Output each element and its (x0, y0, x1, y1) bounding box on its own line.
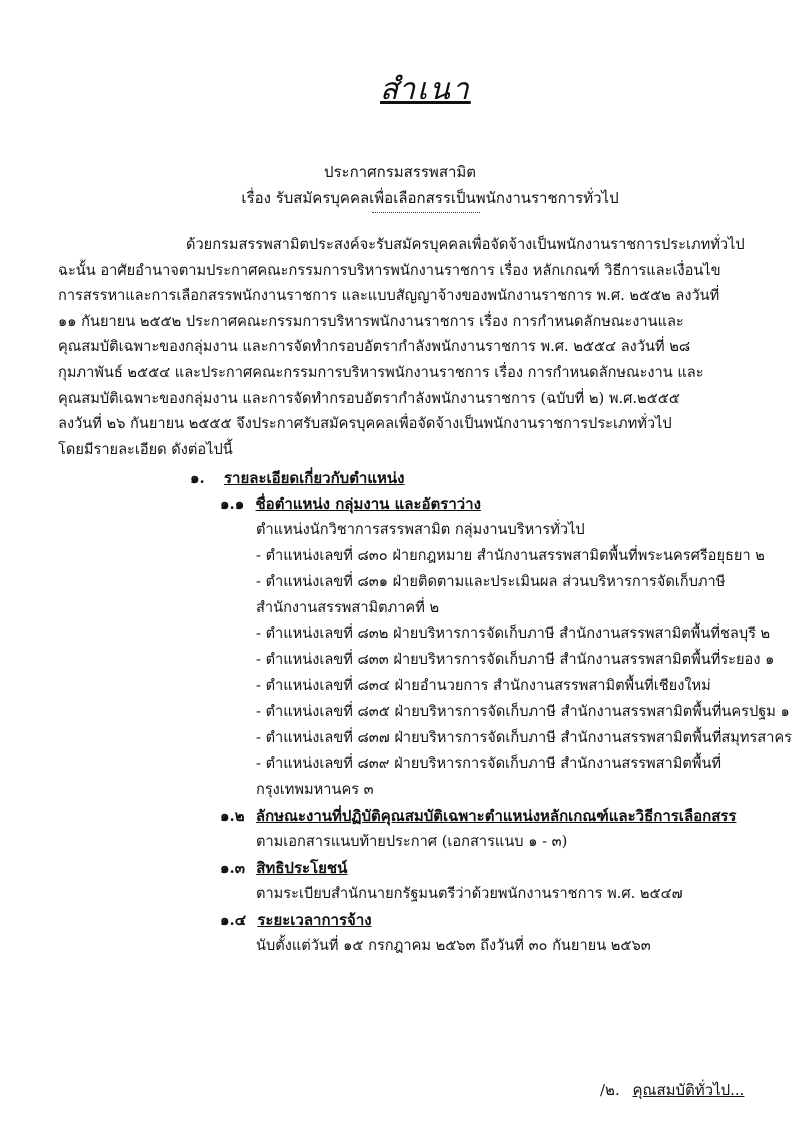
position-item: - ตำแหน่งเลขที่ ๘๓๒ ฝ่ายบริหารการจัดเก็บภาษี สำนักงานสรรพสามิตพื้นที่ชลบุรี ๒ (256, 625, 771, 642)
intro-line: คุณสมบัติเฉพาะของกลุ่มงาน และการจัดทำกรอบอัตรากำลังพนักงานราชการ (ฉบับที่ ๒) พ.ศ.๒๕๕๕ (58, 389, 680, 407)
intro-line: ๑๑ กันยายน ๒๕๕๒ ประกาศคณะกรรมการบริหารพนักงานราชการ เรื่อง การกำหนดลักษณะงานและ (58, 312, 684, 330)
intro-line: ฉะนั้น อาศัยอำนาจตามประกาศคณะกรรมการบริหารพนักงานราชการ เรื่อง หลักเกณฑ์ วิธีการและเงื่อนไข (58, 261, 721, 279)
section-1-4-heading (220, 908, 372, 932)
intro-paragraph (58, 232, 764, 462)
section-title: สิทธิประโยชน์ (256, 859, 348, 877)
section-1-heading (190, 466, 405, 490)
section-text: ตามระเบียบสำนักนายกรัฐมนตรีว่าด้วยพนักงานราชการ พ.ศ. ๒๕๔๗ (256, 885, 683, 902)
position-item: - ตำแหน่งเลขที่ ๘๓๗ ฝ่ายบริหารการจัดเก็บภาษี สำนักงานสรรพสามิตพื้นที่สมุทรสาคร (256, 729, 793, 746)
page-marker: /๒. (600, 1081, 620, 1099)
page-continuation (600, 1078, 744, 1102)
position-item-continuation: กรุงเทพมหานคร ๓ (256, 781, 374, 798)
section-title: รายละเอียดเกี่ยวกับตำแหน่ง (223, 469, 405, 487)
position-item-continuation: สำนักงานสรรพสามิตภาคที่ ๒ (256, 599, 440, 616)
section-1-3-heading (220, 856, 347, 880)
intro-line: คุณสมบัติเฉพาะของกลุ่มงาน และการจัดทำกรอบอัตรากำลังพนักงานราชการ พ.ศ. ๒๕๕๔ ลงวันที่ ๒๘ (58, 338, 691, 356)
intro-line: กุมภาพันธ์ ๒๕๕๔ และประกาศคณะกรรมการบริหารพนักงานราชการ เรื่อง การกำหนดลักษณะงาน และ (58, 363, 704, 381)
position-item: - ตำแหน่งเลขที่ ๘๓๑ ฝ่ายติดตามและประเมินผล ส่วนบริหารการจัดเก็บภาษี (256, 573, 726, 590)
section-number: ๑.๑ (220, 495, 245, 513)
intro-line: ลงวันที่ ๒๖ กันยายน ๒๕๕๕ จึงประกาศรับสมัครบุคคลเพื่อจัดจ้างเป็นพนักงานราชการประเภททั่วไป (58, 415, 672, 433)
section-title: ชื่อตำแหน่ง กลุ่มงาน และอัตราว่าง (255, 495, 481, 513)
section-title: ลักษณะงานที่ปฏิบัติคุณสมบัติเฉพาะตำแหน่งหลักเกณฑ์และวิธีการเลือกสรร (255, 807, 737, 825)
position-item: - ตำแหน่งเลขที่ ๘๓๙ ฝ่ายบริหารการจัดเก็บภาษี สำนักงานสรรพสามิตพื้นที่ (256, 755, 722, 772)
announcement-title: ประกาศกรมสรรพสามิต (323, 163, 477, 181)
section-text: ตามเอกสารแนบท้ายประกาศ (เอกสารแนบ ๑ - ๓) (256, 833, 568, 850)
section-number: ๑.๒ (220, 807, 245, 825)
section-1-2-heading (220, 804, 737, 828)
separator-line (372, 212, 480, 213)
position-item: - ตำแหน่งเลขที่ ๘๓๕ ฝ่ายบริหารการจัดเก็บภาษี สำนักงานสรรพสามิตพื้นที่นครปฐม ๑ (256, 703, 790, 720)
position-item: - ตำแหน่งเลขที่ ๘๓๔ ฝ่ายอำนวยการ สำนักงานสรรพสามิตพื้นที่เชียงใหม่ (256, 677, 711, 694)
section-number: ๑.๔ (220, 911, 247, 929)
intro-line: การสรรหาและการเลือกสรรพนักงานราชการ และแบบสัญญาจ้างของพนักงานราชการ พ.ศ. ๒๕๕๒ ลงวันที่ (58, 287, 720, 305)
section-number: ๑.๓ (220, 859, 245, 877)
position-item: - ตำแหน่งเลขที่ ๘๓๐ ฝ่ายกฎหมาย สำนักงานสรรพสามิตพื้นที่พระนครศรีอยุธยา ๒ (256, 547, 765, 564)
section-text: นับตั้งแต่วันที่ ๑๕ กรกฎาคม ๒๕๖๓ ถึงวันที่ ๓๐ กันยายน ๒๕๖๓ (256, 937, 651, 954)
section-number: ๑. (190, 469, 205, 487)
intro-line: โดยมีรายละเอียด ดังต่อไปนี้ (58, 440, 233, 458)
section-title: ระยะเวลาการจ้าง (257, 911, 372, 929)
position-title: ตำแหน่งนักวิชาการสรรพสามิต กลุ่มงานบริหารทั่วไป (256, 521, 585, 538)
next-section-hint: คุณสมบัติทั่วไป... (632, 1081, 745, 1099)
intro-line: ด้วยกรมสรรพสามิตประสงค์จะรับสมัครบุคคลเพื่อจัดจ้างเป็นพนักงานราชการประเภททั่วไป (186, 236, 745, 253)
announcement-subject: เรื่อง รับสมัครบุคคลเพื่อเลือกสรรเป็นพนักงานราชการทั่วไป (241, 189, 619, 207)
position-item: - ตำแหน่งเลขที่ ๘๓๓ ฝ่ายบริหารการจัดเก็บภาษี สำนักงานสรรพสามิตพื้นที่ระยอง ๑ (256, 651, 775, 668)
section-1-1-heading (220, 492, 481, 516)
copy-stamp: สำเนา (380, 72, 471, 107)
